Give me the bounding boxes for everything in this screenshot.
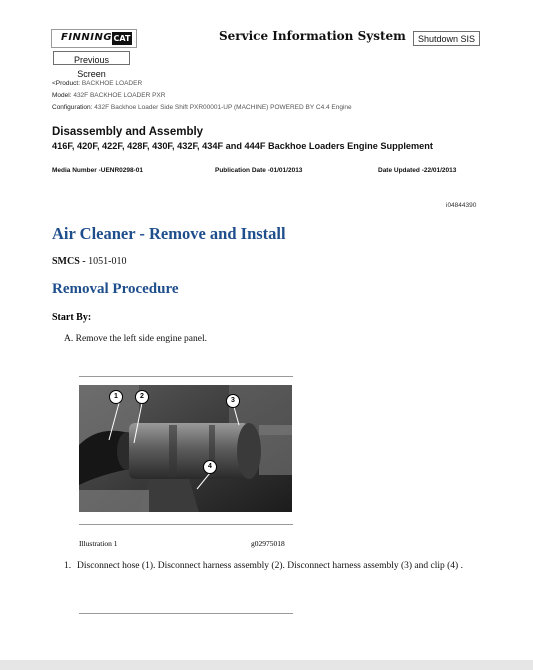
illustration-label: Illustration 1 <box>79 539 118 548</box>
finning-logo-text: FINNING <box>61 32 113 43</box>
document-id: i04844390 <box>446 202 477 209</box>
callout-4: 4 <box>203 460 217 474</box>
smcs-code <box>52 256 126 267</box>
document-heading: Disassembly and Assembly <box>52 126 204 138</box>
page-title: Air Cleaner - Remove and Install <box>52 224 286 243</box>
callout-2: 2 <box>135 390 149 404</box>
breadcrumb-configuration <box>52 104 352 111</box>
step-1-text: Disconnect hose (1). Disconnect harness assembly (2). Disconnect harness assembly (3) and clip (4) . <box>77 561 463 571</box>
product-key: Product: <box>55 80 81 87</box>
previous-screen-button[interactable]: Previous Screen <box>53 51 130 65</box>
model-key: Model: <box>52 92 72 99</box>
breadcrumb-model <box>52 92 165 99</box>
smcs-label: SMCS - <box>52 256 89 267</box>
air-cleaner-illustration <box>79 385 292 512</box>
date-updated: Date Updated -22/01/2013 <box>378 167 457 174</box>
model-value: 432F BACKHOE LOADER PXR <box>73 92 166 99</box>
callout-1: 1 <box>109 390 123 404</box>
system-title: Service Information System <box>219 29 406 43</box>
config-key: Configuration: <box>52 104 93 111</box>
config-value: 432F Backhoe Loader Side Shift PXR00001-UP (MACHINE) POWERED BY C4.4 Engine <box>94 104 352 111</box>
start-by-label: Start By: <box>52 312 92 323</box>
step-1-number: 1. <box>64 561 72 571</box>
back-arrow-icon[interactable]: < <box>52 80 56 87</box>
smcs-value: 1051-010 <box>88 256 127 267</box>
air-cleaner-photo <box>79 385 292 512</box>
media-number: Media Number -UENR0298-01 <box>52 167 144 174</box>
step-a: A. Remove the left side engine panel. <box>64 334 207 344</box>
illustration-bottom-rule <box>79 524 293 525</box>
footer-bar <box>0 660 533 670</box>
illustration-top-rule <box>79 376 293 377</box>
finning-cat-logo <box>51 29 137 48</box>
callout-3: 3 <box>226 394 240 408</box>
section-title: Removal Procedure <box>52 281 179 297</box>
breadcrumb-product[interactable] <box>52 80 142 87</box>
section-divider <box>79 613 293 614</box>
product-value: BACKHOE LOADER <box>81 80 143 87</box>
cat-logo-badge: CAT <box>113 34 131 43</box>
shutdown-sis-button[interactable]: Shutdown SIS <box>413 31 480 46</box>
illustration-id: g02975018 <box>251 539 285 548</box>
publication-date: Publication Date -01/01/2013 <box>215 167 303 174</box>
step-1 <box>64 561 484 573</box>
document-subheading: 416F, 420F, 422F, 428F, 430F, 432F, 434F and 444F Backhoe Loaders Engine Supplement <box>52 141 433 151</box>
